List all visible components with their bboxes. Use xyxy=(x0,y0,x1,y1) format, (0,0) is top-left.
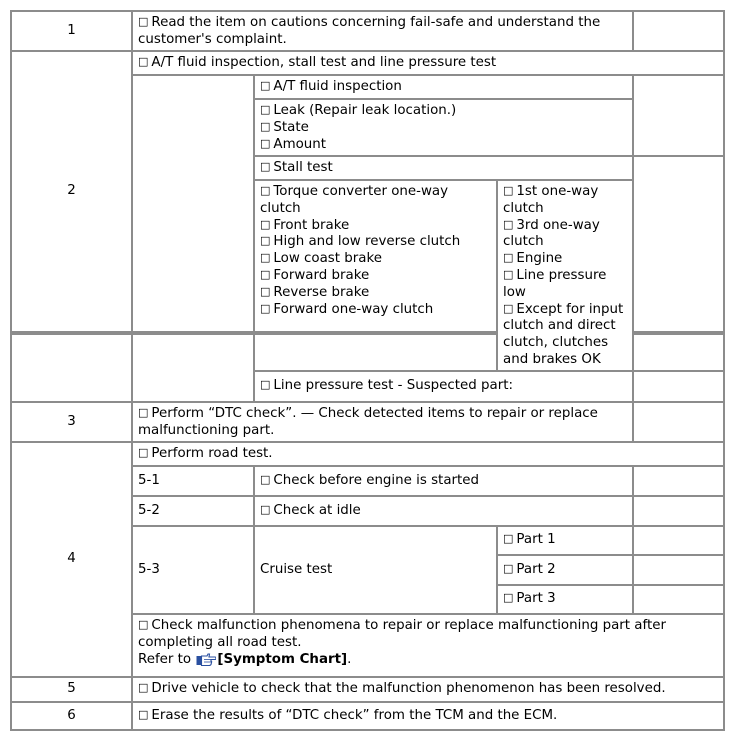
subitem-check-before-start: □ Check before engine is started xyxy=(253,465,634,497)
step-2-continued-blank-cell xyxy=(131,333,255,403)
checkbox-icon[interactable]: □ xyxy=(503,561,514,575)
step-2-heading: □ A/T fluid inspection, stall test and line pressure test xyxy=(131,50,725,76)
stall-part: □ 3rd one-way xyxy=(503,217,600,233)
checkbox-icon[interactable]: □ xyxy=(503,301,514,315)
cruise-part-1-notes[interactable] xyxy=(632,525,725,556)
checkbox-icon[interactable]: □ xyxy=(260,251,271,265)
road-test-heading: □ Perform road test. xyxy=(131,441,725,467)
fluid-inspection-notes-cell[interactable] xyxy=(632,74,725,157)
checkbox-icon[interactable]: □ xyxy=(260,184,271,197)
step-5-text: □ Drive vehicle to check that the malfunction phenomenon has been resolved. xyxy=(131,676,725,703)
stall-part: □ 1st one-way xyxy=(503,184,599,199)
step-6-text: □ Erase the results of “DTC check” from the TCM and the ECM. xyxy=(131,701,725,731)
subitem-check-at-idle: □ Check at idle xyxy=(253,495,634,527)
stall-part: □ Reverse brake xyxy=(260,284,370,300)
stall-part: □ Except for input xyxy=(503,301,624,317)
checkbox-icon[interactable]: □ xyxy=(260,217,271,231)
checkbox-icon[interactable]: □ xyxy=(260,159,271,173)
stall-test-title: □ Stall test xyxy=(253,155,634,181)
fluid-item: □ State xyxy=(260,119,309,135)
stall-parts-left: □ Torque converter one-way clutch □ Front brake □ High and low reverse clutch □ Low coast brake □ Forward brake □ Reverse brake □ Forward one-way clutch xyxy=(253,179,498,333)
checkbox-icon[interactable]: □ xyxy=(138,15,149,28)
stall-test-notes-cell[interactable] xyxy=(632,155,725,333)
checkbox-icon[interactable]: □ xyxy=(260,103,271,116)
subitem-id: 5-1 xyxy=(131,465,255,497)
line-pressure-notes-cell[interactable] xyxy=(632,370,725,403)
cruise-test-label: Cruise test xyxy=(253,525,498,615)
checkbox-icon[interactable]: □ xyxy=(138,618,149,631)
fluid-item: □ Leak (Repair leak location.) xyxy=(260,103,457,118)
stall-part: □ Front brake xyxy=(260,217,350,233)
checkbox-icon[interactable]: □ xyxy=(503,591,514,605)
checkbox-icon[interactable]: □ xyxy=(260,301,271,315)
step-1-notes-cell[interactable] xyxy=(632,10,725,52)
checkbox-icon[interactable]: □ xyxy=(260,472,271,486)
stall-parts-right: □ 1st one-way clutch □ 3rd one-way clutch □ Engine □ Line pressure low □ Except for input clutch and direct clutch, clutches and brakes OK xyxy=(496,179,634,372)
subitem-id: 5-2 xyxy=(131,495,255,527)
step-3-text: □ Perform “DTC check”. — Check detected items to repair or replace malfunctioning part. xyxy=(131,401,634,443)
checkbox-icon[interactable]: □ xyxy=(260,136,271,150)
step-number-6: 6 xyxy=(10,701,133,731)
cruise-part-2: □ Part 2 xyxy=(496,554,634,586)
checkbox-icon[interactable]: □ xyxy=(503,532,514,546)
checkbox-icon[interactable]: □ xyxy=(503,184,514,197)
checkbox-icon[interactable]: □ xyxy=(503,251,514,265)
step-3-notes-cell[interactable] xyxy=(632,401,725,443)
cruise-part-3: □ Part 3 xyxy=(496,584,634,615)
fluid-inspection-title: □ A/T fluid inspection xyxy=(253,74,634,100)
step-number-1: 1 xyxy=(10,10,133,52)
checkbox-icon[interactable]: □ xyxy=(260,502,271,516)
checkbox-icon[interactable]: □ xyxy=(503,267,514,281)
cruise-part-3-notes[interactable] xyxy=(632,584,725,615)
step-number-5: 5 xyxy=(10,676,133,703)
symptom-chart-link[interactable]: [Symptom Chart] xyxy=(217,651,348,667)
subitem-notes-cell[interactable] xyxy=(632,495,725,527)
malfunction-check-text: □ Check malfunction phenomena to repair or replace malfunctioning part after completing all road test. Refer to [Symptom Chart]. xyxy=(131,613,725,678)
stall-part: □ Torque converter one-way xyxy=(260,184,449,199)
checkbox-icon[interactable]: □ xyxy=(260,378,271,392)
checkbox-icon[interactable]: □ xyxy=(260,284,271,298)
checkbox-icon[interactable]: □ xyxy=(260,267,271,281)
step-2-continued-number-cell xyxy=(10,333,133,403)
stall-part: □ Engine xyxy=(503,251,563,267)
subitem-id: 5-3 xyxy=(131,525,255,615)
checkbox-icon[interactable]: □ xyxy=(138,681,149,695)
line-pressure-test: □ Line pressure test - Suspected part: xyxy=(253,370,634,403)
checkbox-icon[interactable]: □ xyxy=(260,78,271,92)
fluid-item: □ Amount xyxy=(260,136,327,152)
step-number-4: 4 xyxy=(10,441,133,678)
stall-part: □ Line pressure xyxy=(503,267,607,283)
step-number-2: 2 xyxy=(10,50,133,333)
checkbox-icon[interactable]: □ xyxy=(260,119,271,133)
step-1-text: □ Read the item on cautions concerning fail-safe and understand the customer's complaint. xyxy=(131,10,634,52)
fluid-inspection-items xyxy=(253,98,634,157)
stall-part: □ Low coast brake xyxy=(260,251,383,267)
stall-notes-continued[interactable] xyxy=(632,333,725,372)
step-number-3: 3 xyxy=(10,401,133,443)
cruise-part-2-notes[interactable] xyxy=(632,554,725,586)
subitem-notes-cell[interactable] xyxy=(632,465,725,497)
stall-part: □ Forward brake xyxy=(260,267,370,283)
checkbox-icon[interactable]: □ xyxy=(138,707,149,721)
checkbox-icon[interactable]: □ xyxy=(138,406,149,419)
stall-part: □ Forward one-way clutch xyxy=(260,301,434,317)
pointing-hand-icon xyxy=(196,652,216,666)
checkbox-icon[interactable]: □ xyxy=(503,217,514,231)
checkbox-icon[interactable]: □ xyxy=(260,234,271,248)
checkbox-icon[interactable]: □ xyxy=(138,54,149,68)
cruise-part-1: □ Part 1 xyxy=(496,525,634,556)
stall-part: □ High and low reverse clutch xyxy=(260,234,461,250)
step-2-blank-cell xyxy=(131,74,255,333)
stall-parts-left-continued xyxy=(253,333,498,372)
checkbox-icon[interactable]: □ xyxy=(138,445,149,459)
